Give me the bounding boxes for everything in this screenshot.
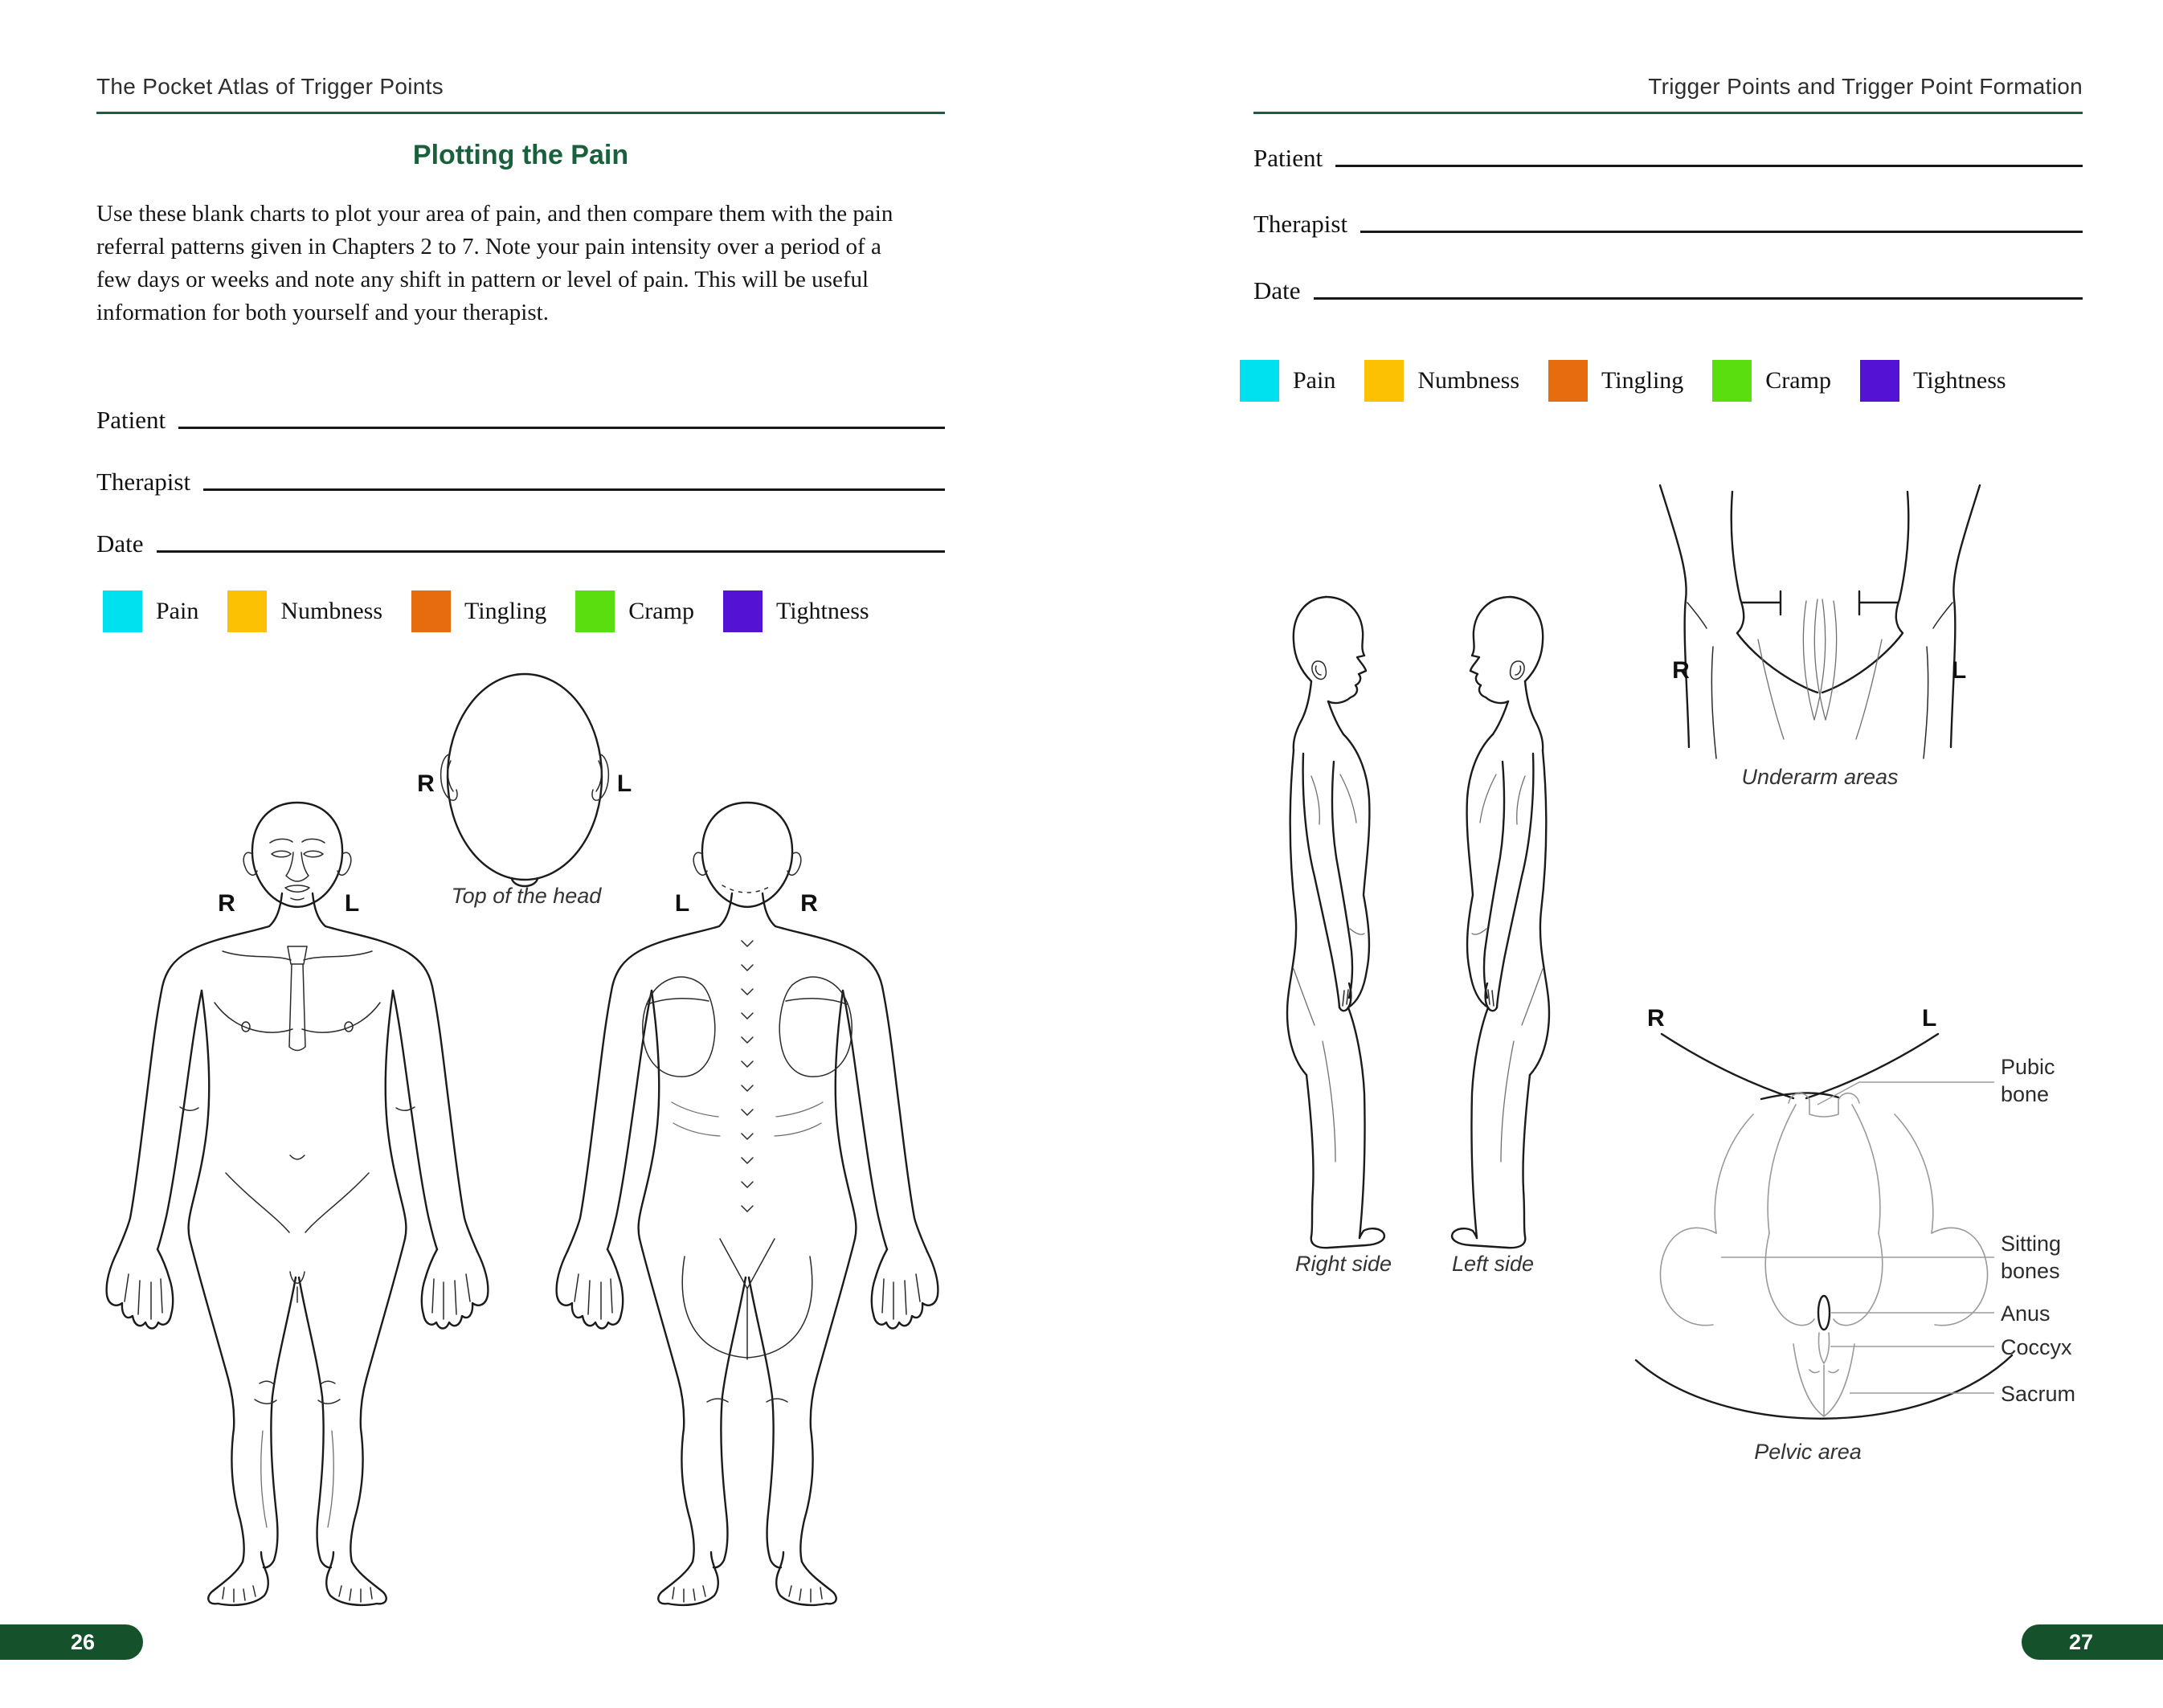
patient-row-left [96, 395, 945, 432]
date-label: Date [96, 529, 144, 558]
pain-key-legend-left [103, 590, 869, 632]
underarm-caption: Underarm areas [1741, 765, 1899, 789]
right-side-caption: Right side [1294, 1252, 1392, 1276]
therapist-blank-line-right [1360, 231, 2083, 233]
tingling-swatch [411, 590, 451, 632]
intro-paragraph: Use these blank charts to plot your area of pain, and then compare them with the pain referral patterns given in Chapters 2 to 7. Note your pain intensity over a period of a few days or weeks and note any shift in pattern or level of pain. This will be useful information for both yourself and your therapist. [96, 201, 893, 325]
left-header-rule [96, 112, 945, 114]
pelvic-caption: Pelvic area [1754, 1440, 1862, 1464]
legend-item-numbness: Numbness [1364, 360, 1519, 402]
therapist-label: Therapist [96, 468, 191, 496]
coccyx-label: Coccyx [2001, 1335, 2072, 1359]
pelvis-right-label: R [1647, 1005, 1665, 1032]
patient-label-right: Patient [1253, 144, 1323, 172]
front-right-label: R [218, 890, 235, 917]
patient-row-right [1253, 133, 2083, 170]
pubic-bone-label-line1: Pubic [2001, 1055, 2055, 1079]
head-top-right-label: R [417, 770, 435, 797]
front-left-label: L [344, 890, 360, 917]
pelvis-diagram [1631, 992, 2099, 1438]
sacrum-label: Sacrum [2001, 1382, 2076, 1406]
pubic-bone-label-line2: bone [2001, 1082, 2050, 1106]
cramp-swatch [1712, 360, 1752, 402]
head-top-left-label: L [616, 770, 632, 797]
patient-label: Patient [96, 406, 166, 434]
legend-item-cramp: Cramp [1712, 360, 1831, 402]
page-number-left: 26 [0, 1624, 143, 1660]
date-row-right [1253, 266, 2083, 303]
pelvis-left-label: L [1922, 1005, 1937, 1032]
back-left-label: L [674, 890, 690, 917]
patient-blank-line-right [1335, 165, 2083, 167]
tightness-swatch [1860, 360, 1899, 402]
date-label-right: Date [1253, 276, 1301, 304]
side-body-figures [1270, 590, 1567, 1253]
back-body-figure [554, 791, 940, 1607]
pain-swatch [1240, 360, 1279, 402]
page-number-right: 27 [2022, 1624, 2163, 1660]
pain-key-legend-right [1240, 360, 2006, 402]
cramp-swatch [575, 590, 615, 632]
head-top-caption: Top of the head [451, 884, 602, 908]
therapist-row-right [1253, 199, 2083, 236]
legend-item-tightness: Tightness [1860, 360, 2006, 402]
front-body-figure [104, 791, 490, 1607]
back-right-label: R [800, 890, 818, 917]
patient-blank-line [178, 427, 945, 429]
legend-item-tingling: Tingling [1548, 360, 1683, 402]
date-row-left [96, 519, 945, 556]
legend-item-pain: Pain [1240, 360, 1335, 402]
numbness-swatch [1364, 360, 1404, 402]
date-blank-line [157, 550, 945, 553]
therapist-label-right: Therapist [1253, 210, 1348, 238]
sitting-bones-label-line1: Sitting [2001, 1232, 2062, 1256]
page-title: Plotting the Pain [412, 140, 629, 170]
underarm-diagram [1639, 480, 2001, 762]
date-blank-line-right [1314, 297, 2083, 300]
therapist-row-left [96, 457, 945, 494]
legend-item-numbness: Numbness [227, 590, 382, 632]
tightness-swatch [723, 590, 763, 632]
numbness-swatch [227, 590, 267, 632]
left-running-head: The Pocket Atlas of Trigger Points [96, 74, 444, 99]
legend-item-cramp: Cramp [575, 590, 694, 632]
therapist-blank-line [203, 488, 945, 491]
anus-label: Anus [2001, 1301, 2051, 1326]
underarm-left-label: L [1951, 657, 1967, 684]
legend-item-tightness: Tightness [723, 590, 869, 632]
legend-item-pain: Pain [103, 590, 198, 632]
pain-swatch [103, 590, 142, 632]
underarm-right-label: R [1672, 657, 1690, 684]
left-side-caption: Left side [1451, 1252, 1535, 1276]
sitting-bones-label-line2: bones [2001, 1259, 2060, 1283]
legend-item-tingling: Tingling [411, 590, 546, 632]
right-running-head: Trigger Points and Trigger Point Formation [1648, 74, 2083, 99]
tingling-swatch [1548, 360, 1588, 402]
right-header-rule [1253, 112, 2083, 114]
